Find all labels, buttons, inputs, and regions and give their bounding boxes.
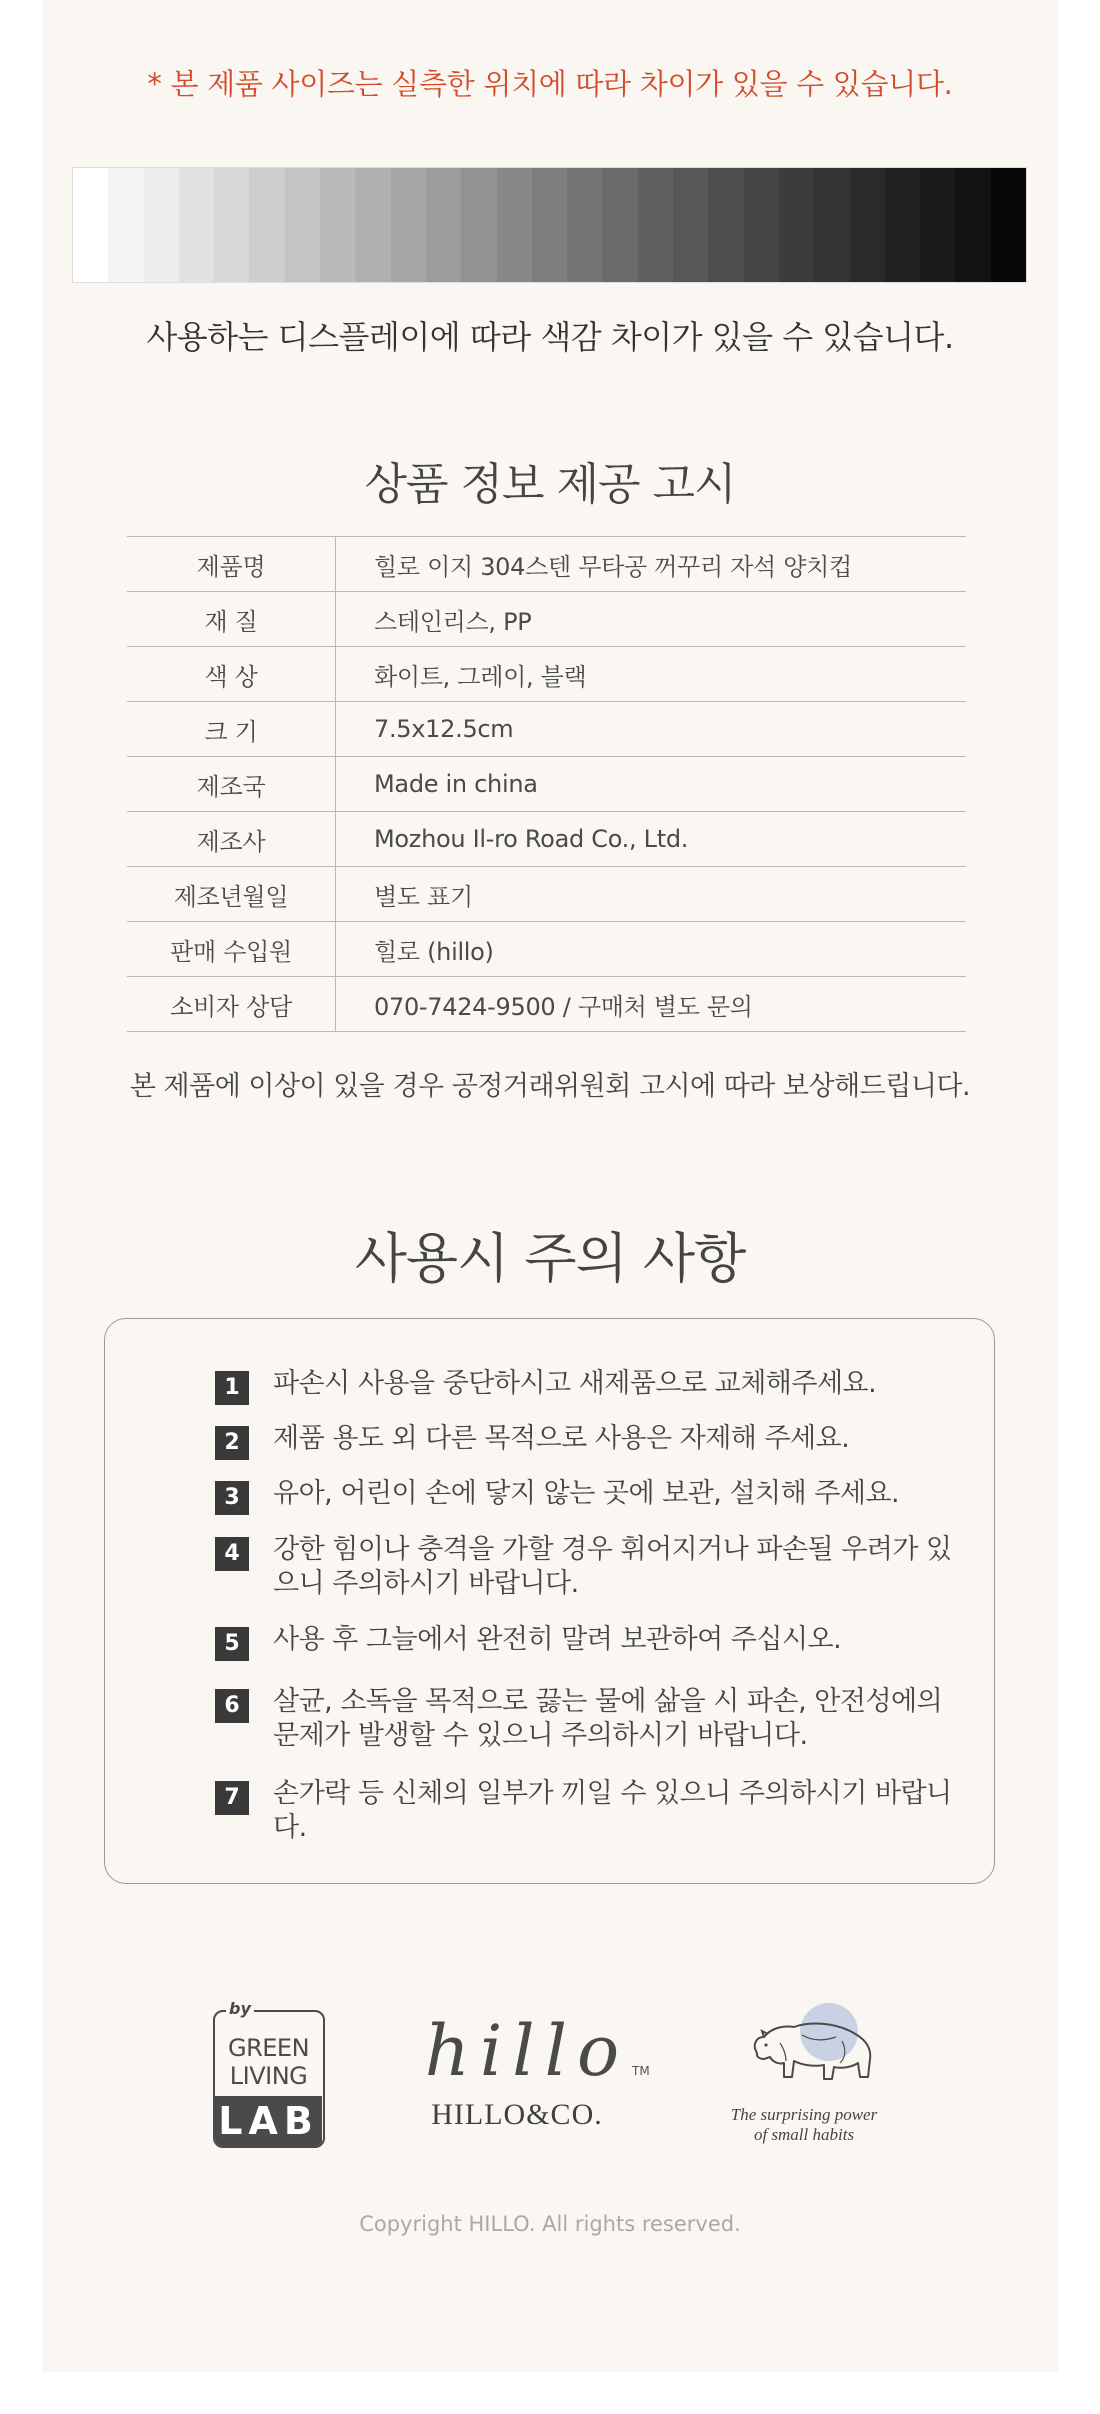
item-text: 파손시 사용을 중단하시고 새제품으로 교체해주세요. <box>273 1368 877 1399</box>
gray-swatch <box>497 168 532 282</box>
gray-swatch <box>249 168 284 282</box>
color-notice: 사용하는 디스플레이에 따라 색감 차이가 있을 수 있습니다. <box>146 318 954 356</box>
gray-swatch <box>144 168 179 282</box>
table-row <box>127 702 966 757</box>
list-item <box>215 1422 973 1460</box>
item-number: 1 <box>215 1371 249 1405</box>
item-text: 사용 후 그늘에서 완전히 말려 보관하여 주십시오. <box>273 1624 842 1655</box>
row-value: 화이트, 그레이, 블랙 <box>336 647 967 702</box>
gray-swatch <box>955 168 990 282</box>
list-item <box>215 1685 973 1753</box>
product-info-title: 상품 정보 제공 고시 <box>364 459 736 510</box>
bear-icon <box>742 2015 892 2095</box>
item-text: 살균, 소독을 목적으로 끓는 물에 삶을 시 파손, 안전성에의 문제가 발생할 수 있으니 주의하시기 바랍니다. <box>273 1686 943 1751</box>
caution-box <box>104 1318 995 1884</box>
gray-swatch <box>214 168 249 282</box>
gray-swatch <box>885 168 920 282</box>
table-row <box>127 867 966 922</box>
trademark-mark: TM <box>632 2064 650 2078</box>
gray-swatch <box>461 168 496 282</box>
logo-text-living: LIVING <box>229 2062 308 2090</box>
table-row <box>127 592 966 647</box>
table-row <box>127 922 966 977</box>
gray-swatch <box>426 168 461 282</box>
row-label: 제조국 <box>127 757 336 812</box>
gray-swatch <box>708 168 743 282</box>
row-value: Made in china <box>336 757 967 812</box>
grayscale-swatch-bar <box>72 167 1027 283</box>
logo-text-green: GREEN <box>227 2034 310 2062</box>
caution-title: 사용시 주의 사항 <box>354 1227 746 1290</box>
item-text: 제품 용도 외 다른 목적으로 사용은 자제해 주세요. <box>273 1423 850 1454</box>
table-row <box>127 537 966 592</box>
row-value: 힐로 (hillo) <box>336 922 967 977</box>
row-label: 소비자 상담 <box>127 977 336 1032</box>
hillo-script-logo: hillo <box>424 2010 630 2092</box>
logo-text-by: by <box>226 1999 254 2018</box>
table-row <box>127 977 966 1032</box>
gray-swatch <box>532 168 567 282</box>
gray-swatch <box>179 168 214 282</box>
item-number: 6 <box>215 1689 249 1723</box>
gray-swatch <box>814 168 849 282</box>
item-number: 7 <box>215 1781 249 1815</box>
gray-swatch <box>602 168 637 282</box>
gray-swatch <box>638 168 673 282</box>
list-item <box>215 1367 973 1405</box>
list-item <box>215 1477 973 1515</box>
gray-swatch <box>744 168 779 282</box>
product-info-table <box>127 536 966 1032</box>
row-value: 070-7424-9500 / 구매처 별도 문의 <box>336 977 967 1032</box>
item-text: 강한 힘이나 충격을 가할 경우 휘어지거나 파손될 우려가 있으니 주의하시기 바랍니다. <box>273 1534 952 1599</box>
list-item <box>215 1533 973 1601</box>
row-label: 재 질 <box>127 592 336 647</box>
logo-text-lab: LAB <box>215 2096 322 2146</box>
item-number: 3 <box>215 1481 249 1515</box>
gray-swatch <box>673 168 708 282</box>
row-value: 힐로 이지 304스텐 무타공 꺼꾸리 자석 양치컵 <box>336 537 967 592</box>
item-text: 손가락 등 신체의 일부가 끼일 수 있으니 주의하시기 바랍니다. <box>273 1778 952 1843</box>
row-label: 제품명 <box>127 537 336 592</box>
row-label: 판매 수입원 <box>127 922 336 977</box>
gray-swatch <box>285 168 320 282</box>
row-value: 별도 표기 <box>336 867 967 922</box>
tagline-line-2: of small habits <box>753 2125 855 2144</box>
row-label: 제조사 <box>127 812 336 867</box>
hillo-company-name: HILLO&CO. <box>431 2098 603 2131</box>
brand-tagline <box>704 2105 904 2145</box>
row-value: Mozhou Il-ro Road Co., Ltd. <box>336 812 967 867</box>
compensation-note: 본 제품에 이상이 있을 경우 공정거래위원회 고시에 따라 보상해드립니다. <box>129 1071 971 1102</box>
item-number: 4 <box>215 1537 249 1571</box>
gray-swatch <box>355 168 390 282</box>
table-row <box>127 757 966 812</box>
row-label: 색 상 <box>127 647 336 702</box>
gray-swatch <box>779 168 814 282</box>
table-row <box>127 647 966 702</box>
item-number: 5 <box>215 1627 249 1661</box>
list-item <box>215 1777 973 1845</box>
gray-swatch <box>567 168 602 282</box>
size-notice: * 본 제품 사이즈는 실측한 위치에 따라 차이가 있을 수 있습니다. <box>147 67 953 101</box>
item-number: 2 <box>215 1426 249 1460</box>
green-living-lab-logo <box>213 2010 325 2148</box>
gray-swatch <box>391 168 426 282</box>
gray-swatch <box>850 168 885 282</box>
copyright-text: Copyright HILLO. All rights reserved. <box>359 2212 741 2236</box>
item-text: 유아, 어린이 손에 닿지 않는 곳에 보관, 설치해 주세요. <box>273 1478 900 1509</box>
gray-swatch <box>73 168 108 282</box>
tagline-line-1: The surprising power <box>730 2105 878 2124</box>
gray-swatch <box>920 168 955 282</box>
gray-swatch <box>320 168 355 282</box>
detail-page <box>42 0 1058 2372</box>
row-value: 스테인리스, PP <box>336 592 967 647</box>
gray-swatch <box>991 168 1026 282</box>
row-label: 크 기 <box>127 702 336 757</box>
gray-swatch <box>108 168 143 282</box>
row-value: 7.5x12.5cm <box>336 702 967 757</box>
row-label: 제조년월일 <box>127 867 336 922</box>
table-row <box>127 812 966 867</box>
list-item <box>215 1623 973 1661</box>
